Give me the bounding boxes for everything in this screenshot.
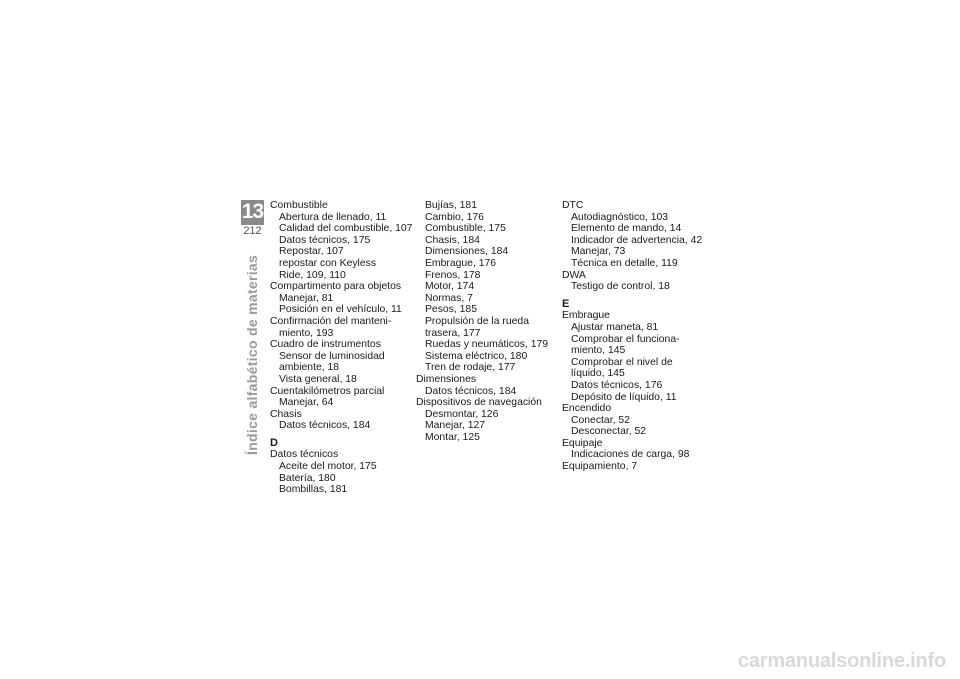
- index-sub-entry: Desconectar, 52: [571, 426, 647, 438]
- index-sub-entry: Montar, 125: [425, 431, 480, 443]
- index-column-1: [270, 200, 413, 496]
- index-sub-entry: Vista general, 18: [279, 373, 357, 385]
- index-sub-entry: Datos técnicos, 176: [571, 379, 663, 391]
- index-sub-entry: Desmontar, 126: [425, 408, 499, 420]
- index-sub-entry: Comprobar el nivel de: [571, 356, 673, 368]
- index-main-entry: Compartimento para objetos: [270, 281, 402, 293]
- index-sub-entry: Ruedas y neumáticos, 179: [425, 339, 549, 351]
- index-sub-entry: Bombillas, 181: [279, 484, 348, 496]
- index-sub-entry: Autodiagnóstico, 103: [571, 211, 669, 223]
- index-main-entry: Cuadro de instrumentos: [270, 339, 381, 351]
- index-sub-entry: Manejar, 127: [425, 420, 486, 432]
- index-sub-entry: Chasis, 184: [425, 234, 480, 246]
- index-sub-entry: Posición en el vehículo, 11: [279, 304, 402, 316]
- index-sub-entry: Embrague, 176: [425, 257, 497, 269]
- chapter-tab: [241, 200, 264, 238]
- index-sub-entry: trasera, 177: [425, 327, 481, 339]
- index-main-entry: Confirmación del manteni-: [270, 315, 392, 327]
- index-sub-entry: Técnica en detalle, 119: [571, 257, 678, 269]
- index-main-entry: Encendido: [562, 403, 612, 415]
- index-sub-entry: repostar con Keyless: [279, 257, 377, 269]
- index-sub-entry: Indicaciones de carga, 98: [571, 449, 690, 461]
- index-sub-entry: Ajustar maneta, 81: [571, 321, 659, 333]
- index-sub-entry: Ride, 109, 110: [279, 269, 346, 281]
- index-letter-heading: E: [562, 297, 570, 310]
- index-sub-entry: miento, 193: [279, 327, 334, 339]
- index-sub-entry: Normas, 7: [425, 292, 473, 304]
- page-number: 212: [241, 225, 264, 238]
- index-main-entry: Combustible: [270, 200, 328, 211]
- index-sub-entry: Repostar, 107: [279, 246, 344, 258]
- index-sub-entry: ambiente, 18: [279, 362, 340, 374]
- index-sub-entry: Manejar, 64: [279, 397, 334, 409]
- chapter-number: 13: [241, 200, 264, 223]
- index-sub-entry: Abertura de llenado, 11: [279, 211, 387, 223]
- index-sub-entry: miento, 145: [571, 345, 626, 357]
- index-sub-entry: Frenos, 178: [425, 269, 481, 281]
- index-main-entry: Chasis: [270, 408, 302, 420]
- index-sub-entry: Conectar, 52: [571, 414, 630, 426]
- index-sub-entry: Manejar, 73: [571, 246, 626, 258]
- index-sub-entry: Datos técnicos, 175: [279, 234, 371, 246]
- index-main-entry: Equipaje: [562, 437, 603, 449]
- index-sub-entry: Dimensiones, 184: [425, 246, 509, 258]
- section-title-vertical: Índice alfabético de materias: [244, 254, 260, 455]
- index-sub-entry: Motor, 174: [425, 281, 475, 293]
- index-sub-entry: Bujías, 181: [425, 200, 477, 211]
- index-sub-entry: Indicador de advertencia, 42: [571, 234, 703, 246]
- index-sub-entry: Comprobar el funciona-: [571, 333, 680, 345]
- index-sub-entry: Propulsión de la rueda: [425, 315, 529, 327]
- index-sub-entry: Manejar, 81: [279, 292, 334, 304]
- index-sub-entry: Batería, 180: [279, 472, 336, 484]
- index-sub-entry: Datos técnicos, 184: [425, 385, 517, 397]
- index-main-entry: Cuentakilómetros parcial: [270, 385, 385, 397]
- index-sub-entry: Calidad del combustible, 107: [279, 223, 413, 235]
- index-letter-heading: D: [270, 436, 278, 449]
- index-main-entry: Dispositivos de navegación: [416, 397, 542, 409]
- index-column-3: [562, 200, 702, 473]
- index-sub-entry: Depósito de líquido, 11: [571, 391, 677, 403]
- index-sub-entry: Sistema eléctrico, 180: [425, 350, 528, 362]
- index-sub-entry: Sensor de luminosidad: [279, 350, 385, 362]
- index-sub-entry: Datos técnicos, 184: [279, 420, 371, 432]
- index-sub-entry: Pesos, 185: [425, 304, 477, 316]
- index-sub-entry: líquido, 145: [571, 368, 625, 380]
- index-sub-entry: Tren de rodaje, 177: [425, 362, 516, 374]
- index-main-entry: DTC: [562, 200, 584, 211]
- index-main-entry: Embrague: [562, 310, 610, 322]
- index-sub-entry: Testigo de control, 18: [571, 281, 670, 293]
- index-main-entry: Dimensiones: [416, 373, 477, 385]
- index-sub-entry: Combustible, 175: [425, 223, 506, 235]
- watermark: carmanualsonline.info: [737, 650, 946, 672]
- index-sub-entry: Cambio, 176: [425, 211, 484, 223]
- index-main-entry: Equipamiento, 7: [562, 461, 638, 473]
- index-sub-entry: Elemento de mando, 14: [571, 223, 682, 235]
- index-main-entry: DWA: [562, 269, 586, 281]
- index-column-2: [416, 200, 556, 443]
- index-main-entry: Datos técnicos: [270, 449, 339, 461]
- index-sub-entry: Aceite del motor, 175: [279, 461, 377, 473]
